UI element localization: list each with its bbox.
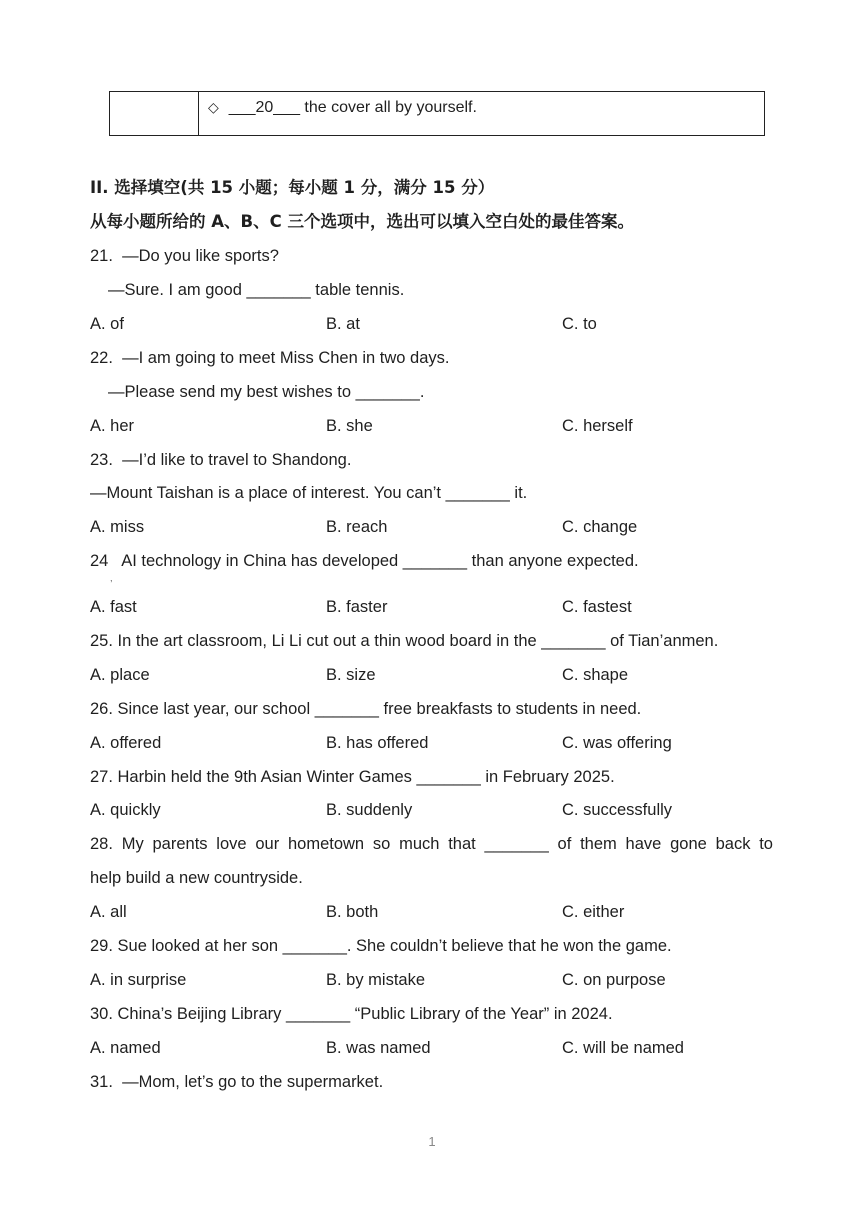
question-27-line1: 27. Harbin held the 9th Asian Winter Games _______ in February 2025. [90,768,615,786]
option-c: C. herself [562,417,633,435]
option-b: B. faster [326,598,388,616]
question-21-options [90,314,790,334]
option-a: A. of [90,315,124,333]
option-a: A. place [90,666,150,684]
question-31-line1: 31. —Mom, let’s go to the supermarket. [90,1073,384,1091]
question-22-line2: —Please send my best wishes to _______. [108,383,425,401]
option-b: B. both [326,903,379,921]
question-23-line2: —Mount Taishan is a place of interest. You can’t _______ it. [90,484,528,502]
option-b: B. reach [326,518,388,536]
option-c: C. will be named [562,1039,684,1057]
question-27-options [90,800,790,820]
option-a: A. named [90,1039,161,1057]
question-23-options [90,517,790,537]
diamond-icon: ◇ [208,99,219,115]
question-25-line1: 25. In the art classroom, Li Li cut out a thin wood board in the _______ of Tian’anmen. [90,632,719,650]
question-21-line1: 21. —Do you like sports? [90,247,279,265]
option-a: A. in surprise [90,971,187,989]
section-instruction: 从每小题所给的 A、B、C 三个选项中，选出可以填入空白处的最佳答案。 [90,212,634,231]
option-b: B. size [326,666,376,684]
stray-mark: , [110,573,113,583]
question-30-options [90,1038,790,1058]
option-a: A. quickly [90,801,161,819]
table-cell-empty [110,92,199,135]
option-c: C. shape [562,666,629,684]
question-22-options [90,416,790,436]
option-a: A. offered [90,734,162,752]
option-a: A. fast [90,598,137,616]
question-30-line1: 30. China’s Beijing Library _______ “Public Library of the Year” in 2024. [90,1005,613,1023]
question-29-line1: 29. Sue looked at her son _______. She couldn’t believe that he won the game. [90,937,672,955]
question-26-line1: 26. Since last year, our school _______ free breakfasts to students in need. [90,700,642,718]
option-a: A. her [90,417,135,435]
option-c: C. successfully [562,801,673,819]
option-c: C. was offering [562,734,672,752]
question-22-line1: 22. —I am going to meet Miss Chen in two days. [90,349,450,367]
table-row-text: ___20___ the cover all by yourself. [228,99,477,116]
question-21-line2: —Sure. I am good _______ table tennis. [108,281,405,299]
question-24-line1: 24 AI technology in China has developed _______ than anyone expected. [90,552,639,570]
option-c: C. on purpose [562,971,666,989]
option-b: B. has offered [326,734,429,752]
question-25-options [90,665,790,685]
page-number: 1 [428,1134,436,1149]
option-b: B. by mistake [326,971,426,989]
option-c: C. change [562,518,638,536]
question-24-options [90,597,790,617]
option-c: C. to [562,315,597,333]
section-heading: II. 选择填空(共 15 小题；每小题 1 分，满分 15 分） [90,178,495,197]
question-28-line1: 28. My parents love our hometown so much that _______ of them have gone back to [90,835,773,853]
option-c: C. either [562,903,625,921]
question-23-line1: 23. —I’d like to travel to Shandong. [90,451,352,469]
option-c: C. fastest [562,598,632,616]
question-28-options [90,902,790,922]
answer-table-row [109,91,765,136]
option-b: B. was named [326,1039,431,1057]
option-a: A. all [90,903,127,921]
question-28-line2: help build a new countryside. [90,869,303,887]
option-b: B. at [326,315,360,333]
question-26-options [90,733,790,753]
table-cell-text [199,92,764,135]
option-a: A. miss [90,518,145,536]
question-29-options [90,970,790,990]
option-b: B. suddenly [326,801,413,819]
option-b: B. she [326,417,373,435]
